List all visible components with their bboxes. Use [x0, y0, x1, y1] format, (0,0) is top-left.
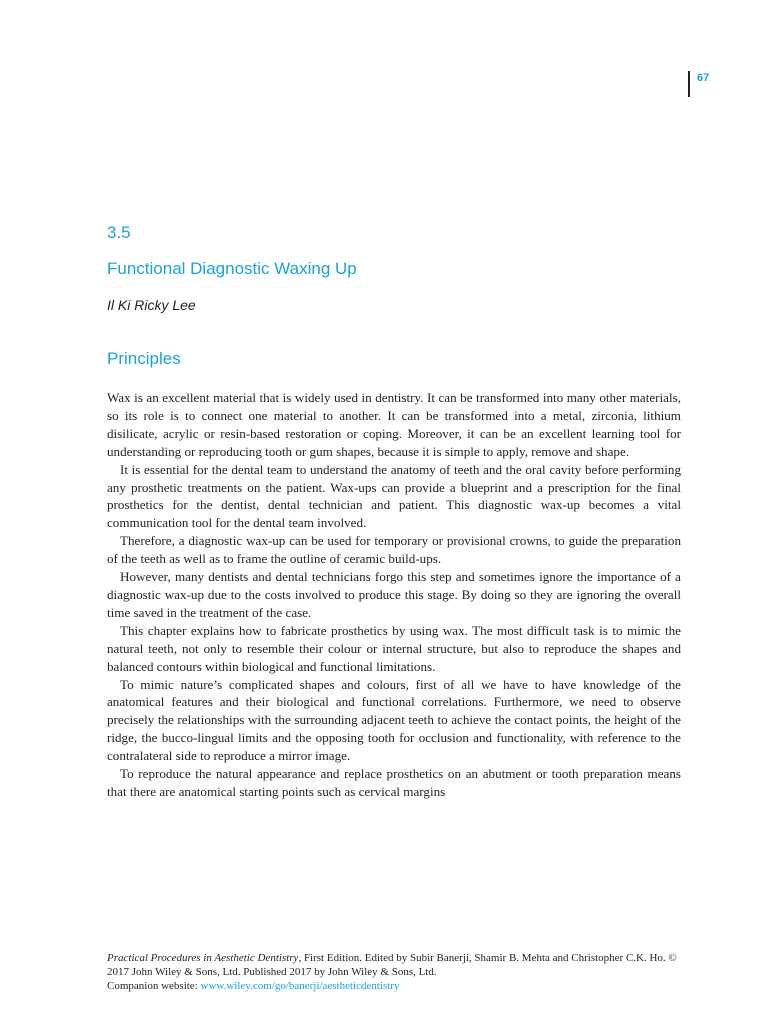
paragraph: This chapter explains how to fabricate prosthetics by using wax. The most difficult task is to mimic the natural teeth, not only to resemble their colour or internal structure, but also to reproduce the shapes and balanced contours within biological and functional limitations.: [107, 622, 681, 674]
section-number: 3.5: [107, 223, 131, 242]
chapter-title: Functional Diagnostic Waxing Up: [107, 259, 357, 278]
page-number: 67: [697, 72, 710, 84]
citation-text: , First Edition. Edited by Subir Banerji, Shamir B. Mehta and Christopher C.K. Ho. © 2017 John Wiley & Sons, Ltd. Published 2017 by John Wiley & Sons, Ltd.: [107, 952, 677, 978]
footer-citation: [107, 951, 681, 993]
companion-website-link[interactable]: www.wiley.com/go/banerji/aestheticdentistry: [200, 980, 400, 992]
section-heading: Principles: [107, 349, 181, 368]
chapter-author: Il Ki Ricky Lee: [107, 297, 196, 313]
book-title: Practical Procedures in Aesthetic Dentistry: [107, 952, 299, 964]
paragraph: However, many dentists and dental technicians forgo this step and sometimes ignore the importance of a diagnostic wax-up due to the costs involved to produce this stage. By doing so they are ignoring the overall time saved in the treatment of the case.: [107, 569, 681, 620]
page-marker-rule: [688, 71, 690, 97]
paragraph: Wax is an excellent material that is widely used in dentistry. It can be transformed into many other materials, so its role is to connect one material to another. It can be transformed into a metal, zirconia, lithium disilicate, acrylic or resin-based restoration or coping. Moreover, it can be an excellent learning tool for understanding or reproducing tooth or gum shapes, because it is simple to apply, remove and shape.: [107, 390, 681, 459]
body-text: [107, 389, 681, 801]
paragraph: Therefore, a diagnostic wax-up can be used for temporary or provisional crowns, to guide the preparation of the teeth as well as to frame the outline of ceramic build-ups.: [107, 533, 681, 567]
paragraph: To reproduce the natural appearance and replace prosthetics on an abutment or tooth preparation means that there are anatomical starting points such as cervical margins: [107, 766, 681, 799]
paragraph: To mimic nature’s complicated shapes and colours, first of all we have to have knowledge of the anatomical features and their biological and functional correlations. Furthermore, we need to observe precisely the relationships with the surrounding adjacent teeth to achieve the contact points, the height of the ridge, the bucco-lingual limits and the opposing tooth for occlusion and functionality, with reference to the contralateral side to reproduce a mirror image.: [107, 676, 681, 764]
paragraph: It is essential for the dental team to understand the anatomy of teeth and the oral cavity before performing any prosthetic treatments on the patient. Wax-ups can provide a blueprint and a prescription for the final prosthetics for the dentist, dental technician and patient. This diagnostic wax-up becomes a vital communication tool for the dental team involved.: [107, 461, 681, 531]
companion-label: Companion website:: [107, 980, 201, 992]
